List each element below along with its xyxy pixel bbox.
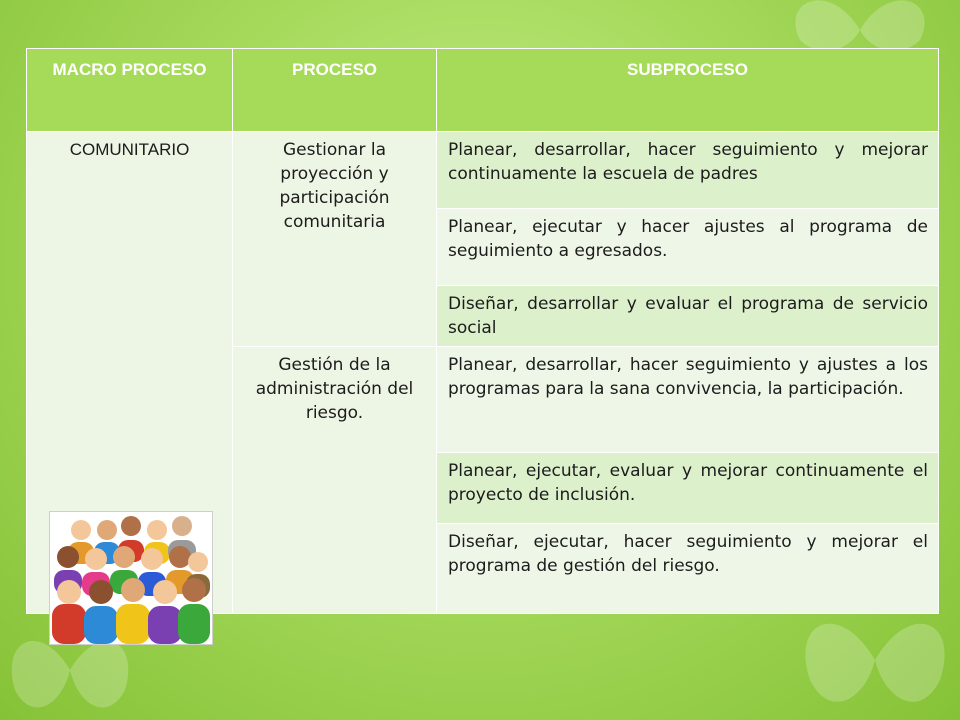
subproceso-cell: Planear, ejecutar y hacer ajustes al programa de seguimiento a egresados.: [437, 209, 939, 286]
proceso-cell-2: Gestión de la administración del riesgo.: [233, 347, 437, 614]
header-proceso: PROCESO: [233, 49, 437, 132]
subproceso-cell: Diseñar, ejecutar, hacer seguimiento y mejorar el programa de gestión del riesgo.: [437, 524, 939, 614]
subproceso-cell: Planear, ejecutar, evaluar y mejorar continuamente el proyecto de inclusión.: [437, 453, 939, 524]
people-group-image: [49, 511, 213, 645]
macro-proceso-cell: COMUNITARIO: [27, 132, 233, 614]
header-macro-proceso: MACRO PROCESO: [27, 49, 233, 132]
subproceso-cell: Diseñar, desarrollar y evaluar el programa de servicio social: [437, 286, 939, 347]
proceso-cell-1: Gestionar la proyección y participación comunitaria: [233, 132, 437, 347]
subproceso-cell: Planear, desarrollar, hacer seguimiento y ajustes a los programas para la sana convivencia, la participación.: [437, 347, 939, 453]
people-group-icon: [50, 512, 212, 644]
subproceso-cell: Planear, desarrollar, hacer seguimiento y mejorar continuamente la escuela de padres: [437, 132, 939, 209]
header-subproceso: SUBPROCESO: [437, 49, 939, 132]
butterfly-icon: [790, 600, 960, 720]
